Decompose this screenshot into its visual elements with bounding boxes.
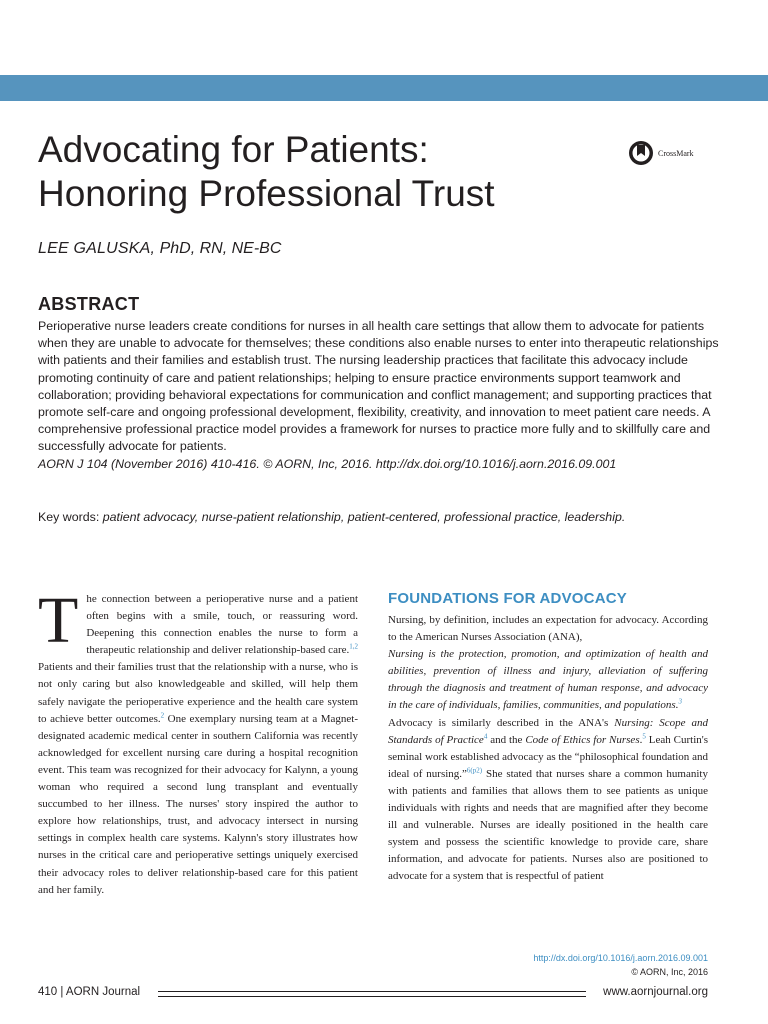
advocacy-text-e: She stated that nurses share a common humanity with patients and families that allows them to see patients as unique individuals with rights and needs that are magnified after they become ill and vulnerable. Nurses are ideally positioned in the health care system and possess the scientific knowledge to provide care, share information, and advocate for patients. Nurses also are positioned to advocate for a system that is respectful of patient <box>388 767 708 883</box>
author-credentials: PhD, RN, NE-BC <box>155 240 282 257</box>
footer-doi-link[interactable]: http://dx.doi.org/10.1016/j.aorn.2016.09.001 <box>533 953 708 963</box>
reference-link[interactable]: 1,2 <box>349 642 358 651</box>
footer-copyright: © AORN, Inc, 2016 <box>631 967 708 977</box>
advocacy-text-b: and the <box>487 733 526 746</box>
author-name: LEE GALUSKA, <box>38 240 156 257</box>
advocacy-text-d: Leah Curtin's seminal work established advocacy as the “philosophical foundation and ideal of nursing.” <box>388 733 709 780</box>
intro-text-c: One exemplary nursing team at a Magnet-designated academic medical center in southern California was recently acknowledged for excellent nursing care during a hospital recognition event. This team was recognized for their advocacy for Kalynn, a young woman who required a second lung transplant and eventually succumbed to her illness. The nurses' story inspired the author to explore how relationships, trust, and advocacy intersect in nursing settings in complex health care systems. Kalynn's story illustrates how nurses in the critical care and perioperative settings uniquely exercised their advocacy roles to deliver relationship-based care for this patient and her family. <box>38 712 358 896</box>
drop-cap: T <box>38 584 79 657</box>
title-line-2: Honoring Professional Trust <box>38 173 495 214</box>
cited-title-scope: Nursing: Scope and Standards of Practice <box>388 716 708 746</box>
reference-link[interactable]: 6(p2) <box>466 766 483 775</box>
footer-page-journal: 410 | AORN Journal <box>38 986 141 998</box>
footer-website-link[interactable]: www.aornjournal.org <box>603 986 708 998</box>
body-column-left <box>38 584 358 899</box>
intro-text-a: he connection between a perioperative nurse and a patient often begins with a smile, touch, or reassuring word. Deepening this connection enables the nurse to form a therapeutic relationship and deliver relationship-based care. <box>86 593 358 657</box>
ana-quote-text: Nursing is the protection, promotion, and optimization of health and abilities, prevention of illness and injury, alleviation of suffering through the diagnosis and treatment of human response, and advocacy in the care of individuals, families, communities, and populations. <box>388 648 708 712</box>
reference-link[interactable]: 5 <box>642 732 646 740</box>
advocacy-text-c: . <box>639 733 643 746</box>
cited-title-ethics: Code of Ethics for Nurses <box>525 733 640 746</box>
abstract-citation: AORN J 104 (November 2016) 410-416. © AORN, Inc, 2016. http://dx.doi.org/10.1016/j.aorn.2016.09.001 <box>38 456 617 471</box>
intro-paragraph <box>38 584 358 899</box>
keywords-terms: patient advocacy, nurse-patient relationship, patient-centered, professional practice, leadership. <box>102 510 626 524</box>
keywords-label: Key words: <box>38 510 103 524</box>
section-heading: FOUNDATIONS FOR ADVOCACY <box>388 590 627 607</box>
footer-double-rule <box>158 991 586 997</box>
reference-link[interactable]: 4 <box>483 732 488 740</box>
body-column-right <box>388 612 708 886</box>
intro-text-b: Patients and their families trust that the relationship with a nurse, who is not only caring but also knowledgeable and skilled, will help them safely navigate the perioperative experience and the health care system to achieve better outcomes. <box>38 661 358 725</box>
reference-link[interactable]: 2 <box>160 711 165 719</box>
advocacy-paragraph <box>388 715 708 886</box>
abstract-heading: ABSTRACT <box>38 294 140 314</box>
foundations-intro: Nursing, by definition, includes an expectation for advocacy. According to the American Nurses Association (ANA), <box>388 614 708 644</box>
abstract-text: Perioperative nurse leaders create conditions for nurses in all health care settings that allow them to advocate for patients when they are unable to advocate for themselves; these conditions also enable nurses to enter into therapeutic relationships with patients and their families and establish trust. The nursing leadership practices that facilitate this advocacy include promoting continuity of care and patient relationships; helping to ensure practice environments support teamwork and collaboration; providing behavioral expectations for communication and conflict management; and supporting practices that promote self-care and ongoing professional development, flexibility, creativity, and innovation to meet patient care needs. A comprehensive professional practice model provides a framework for nurses to practice more fully and to skillfully care and successfully advocate for patients. <box>38 319 719 454</box>
article-title <box>38 128 598 216</box>
title-line-1: Advocating for Patients: <box>38 129 429 170</box>
crossmark-icon <box>628 140 654 166</box>
ana-quote <box>388 646 708 714</box>
crossmark-badge[interactable] <box>628 140 694 166</box>
advocacy-text-a: Advocacy is similarly described in the ANA's <box>388 716 615 729</box>
crossmark-label: CrossMark <box>658 148 694 158</box>
header-color-bar <box>0 75 768 101</box>
author-line <box>38 240 281 258</box>
reference-link[interactable]: 3 <box>678 697 682 706</box>
keywords <box>38 509 736 526</box>
abstract-body <box>38 318 736 473</box>
